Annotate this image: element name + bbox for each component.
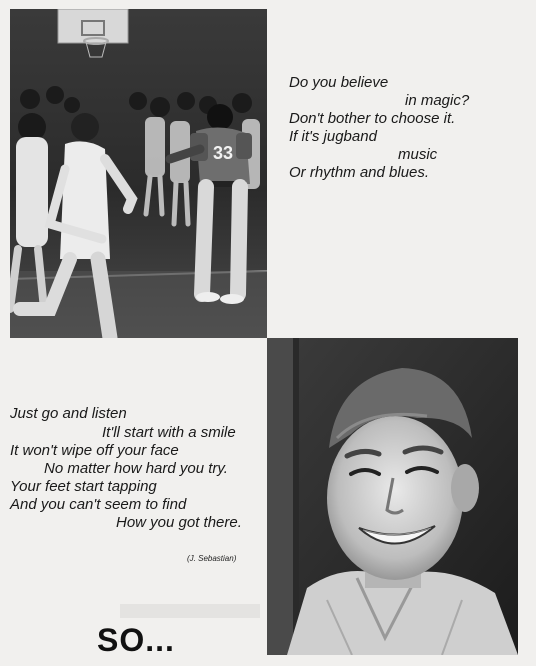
verse-two-line-2: It'll start with a smile (102, 424, 236, 441)
verse-two-line-6: And you can't seem to find (10, 496, 187, 513)
verse-one-line-6: Or rhythm and blues. (289, 164, 430, 181)
closing-word: SO... (97, 622, 175, 658)
verse-one-line-1: Do you believe (289, 74, 389, 91)
dance-photo-graphic (10, 9, 267, 338)
verse-one-line-3: Don't bother to choose it. (289, 110, 456, 127)
verse-two-line-4: No matter how hard you try. (44, 460, 228, 477)
portrait-photo-graphic (267, 338, 518, 655)
jersey-number: 33 (212, 143, 234, 163)
verse-two-line-5: Your feet start tapping (10, 478, 157, 495)
verse-one-line-5: music (398, 146, 438, 163)
verse-one-line-4: If it's jugband (289, 128, 377, 145)
portrait-photo (267, 338, 518, 655)
dance-photo (10, 9, 267, 338)
verse-two-line-1: Just go and listen (10, 405, 127, 422)
verse-two-line-7: How you got there. (116, 514, 242, 531)
verse-two-line-3: It won't wipe off your face (10, 442, 179, 459)
verse-one-line-2: in magic? (405, 92, 470, 109)
song-credit: (J. Sebastian) (187, 554, 237, 563)
